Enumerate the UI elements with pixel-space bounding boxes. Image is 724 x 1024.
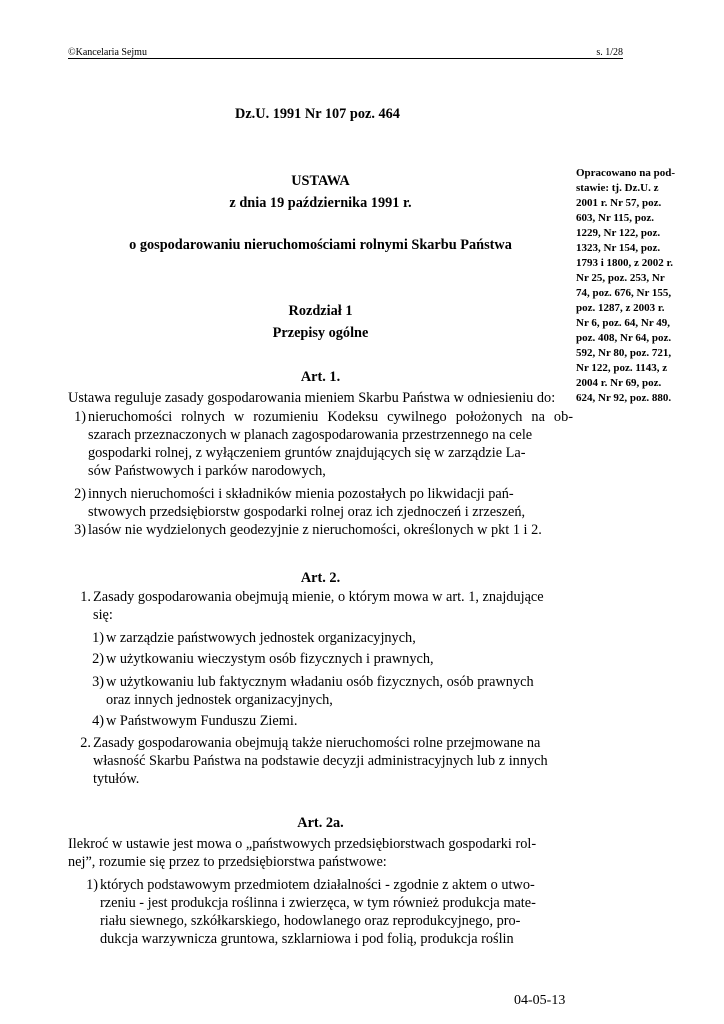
art2-item-number: 1): [92, 630, 104, 646]
art1-item-line: gospodarki rolnej, z wyłączeniem gruntów znajdujących się w zarządzie La-: [88, 445, 526, 461]
page-footer-date: 04-05-13: [514, 993, 566, 1008]
art2a-item-line: których podstawowym przedmiotem działalności - zgodnie z aktem o utwo-: [100, 877, 535, 893]
art1-intro: Ustawa reguluje zasady gospodarowania mieniem Skarbu Państwa w odniesieniu do:: [68, 390, 556, 406]
sidenote-line: 1793 i 1800, z 2002 r.: [576, 257, 674, 269]
sidenote-line: Nr 25, poz. 253, Nr: [576, 272, 665, 284]
art1-item-line: lasów nie wydzielonych geodezyjnie z nieruchomości, określonych w pkt 1 i 2.: [88, 522, 542, 538]
art2a-intro: [68, 835, 573, 871]
sidenote-line: 2001 r. Nr 57, poz.: [576, 197, 662, 209]
art2-item-line: w użytkowaniu wieczystym osób fizycznych i prawnych,: [106, 651, 434, 667]
sidenote-line: poz. 408, Nr 64, poz.: [576, 332, 672, 344]
art2-paragraph-line: Zasady gospodarowania obejmują także nieruchomości rolne przejmowane na: [93, 735, 541, 751]
art1-item-line: sów Państwowych i parków narodowych,: [88, 463, 326, 479]
art2-paragraph-number: 2.: [80, 735, 91, 751]
art2-item-number: 4): [92, 713, 104, 729]
art2-heading: Art. 2.: [300, 570, 341, 586]
art2-item-line: w użytkowaniu lub faktycznym władaniu osób fizycznych, osób prawnych: [106, 674, 534, 690]
sidenote-line: poz. 1287, z 2003 r.: [576, 302, 665, 314]
art2a-item-line: dukcja warzywnicza gruntowa, szklarniowa i pod folią, produkcja roślin: [100, 931, 514, 947]
art2a-intro-line: Ilekroć w ustawie jest mowa o „państwowych przedsiębiorstwach gospodarki rol-: [68, 836, 537, 852]
art1-item-number: 2): [74, 486, 86, 502]
page-header: [68, 47, 623, 59]
chapter-number: Rozdział 1: [288, 303, 353, 319]
art2a-intro-line: nej”, rozumie się przez to przedsiębiorstwa państwowe:: [68, 854, 387, 870]
sidenote: [576, 166, 696, 406]
art2-paragraph-line: tytułów.: [93, 771, 140, 787]
sidenote-line: 1229, Nr 122, poz.: [576, 227, 661, 239]
art2a-heading: Art. 2a.: [297, 815, 344, 831]
art2-item-line: w zarządzie państwowych jednostek organizacyjnych,: [106, 630, 416, 646]
art2a-item-line: riału siewnego, szkółkarskiego, hodowlanego oraz reprodukcyjnego, pro-: [100, 913, 521, 929]
art2a-item-number: 1): [86, 877, 98, 893]
citation: Dz.U. 1991 Nr 107 poz. 464: [235, 106, 400, 122]
act-subject: o gospodarowaniu nieruchomościami rolnymi Skarbu Państwa: [129, 237, 512, 253]
art1-item-number: 1): [74, 409, 86, 425]
sidenote-line: 2004 r. Nr 69, poz.: [576, 377, 662, 389]
art2-paragraph-line: własność Skarbu Państwa na podstawie decyzji administracyjnych lub z innych: [93, 753, 548, 769]
art2-paragraph-line: się:: [93, 607, 113, 623]
sidenote-line: Nr 6, poz. 64, Nr 49,: [576, 317, 671, 329]
art2-paragraph-line: Zasady gospodarowania obejmują mienie, o którym mowa w art. 1, znajdujące: [93, 589, 544, 605]
art1-item-number: 3): [74, 522, 86, 538]
sidenote-line: Opracowano na pod-: [576, 167, 676, 179]
art1-item-line: szarach przeznaczonych w planach zagospodarowania przestrzennego na cele: [88, 427, 533, 443]
sidenote-line: 74, poz. 676, Nr 155,: [576, 287, 672, 299]
header-publisher: ©Kancelaria Sejmu: [68, 47, 147, 58]
header-page-number: s. 1/28: [596, 47, 623, 58]
art2-item-line: w Państwowym Funduszu Ziemi.: [106, 713, 298, 729]
sidenote-line: 603, Nr 115, poz.: [576, 212, 655, 224]
art2a-item-line: rzeniu - jest produkcja roślinna i zwierzęca, w tym również produkcja mate-: [100, 895, 536, 911]
art2-paragraph-number: 1.: [80, 589, 91, 605]
art1-item-line: innych nieruchomości i składników mienia pozostałych po likwidacji pań-: [88, 486, 514, 502]
sidenote-line: Nr 122, poz. 1143, z: [576, 362, 668, 374]
sidenote-line: 1323, Nr 154, poz.: [576, 242, 661, 254]
chapter-title: Przepisy ogólne: [272, 325, 369, 341]
art1-heading: Art. 1.: [300, 369, 341, 385]
art2-item-number: 2): [92, 651, 104, 667]
act-date: z dnia 19 października 1991 r.: [229, 195, 412, 211]
sidenote-line: 592, Nr 80, poz. 721,: [576, 347, 672, 359]
act-type: USTAWA: [291, 173, 350, 189]
art1-item-line: stwowych przedsiębiorstw gospodarki rolnej oraz ich zjednoczeń i zrzeszeń,: [88, 504, 526, 520]
art2-item-line: oraz innych jednostek organizacyjnych,: [106, 692, 333, 708]
art1-item-line: nieruchomości rolnych w rozumieniu Kodeksu cywilnego położonych na ob-: [88, 409, 573, 425]
art2-item-number: 3): [92, 674, 104, 690]
sidenote-line: 624, Nr 92, poz. 880.: [576, 392, 672, 404]
sidenote-line: stawie: tj. Dz.U. z: [576, 182, 659, 194]
